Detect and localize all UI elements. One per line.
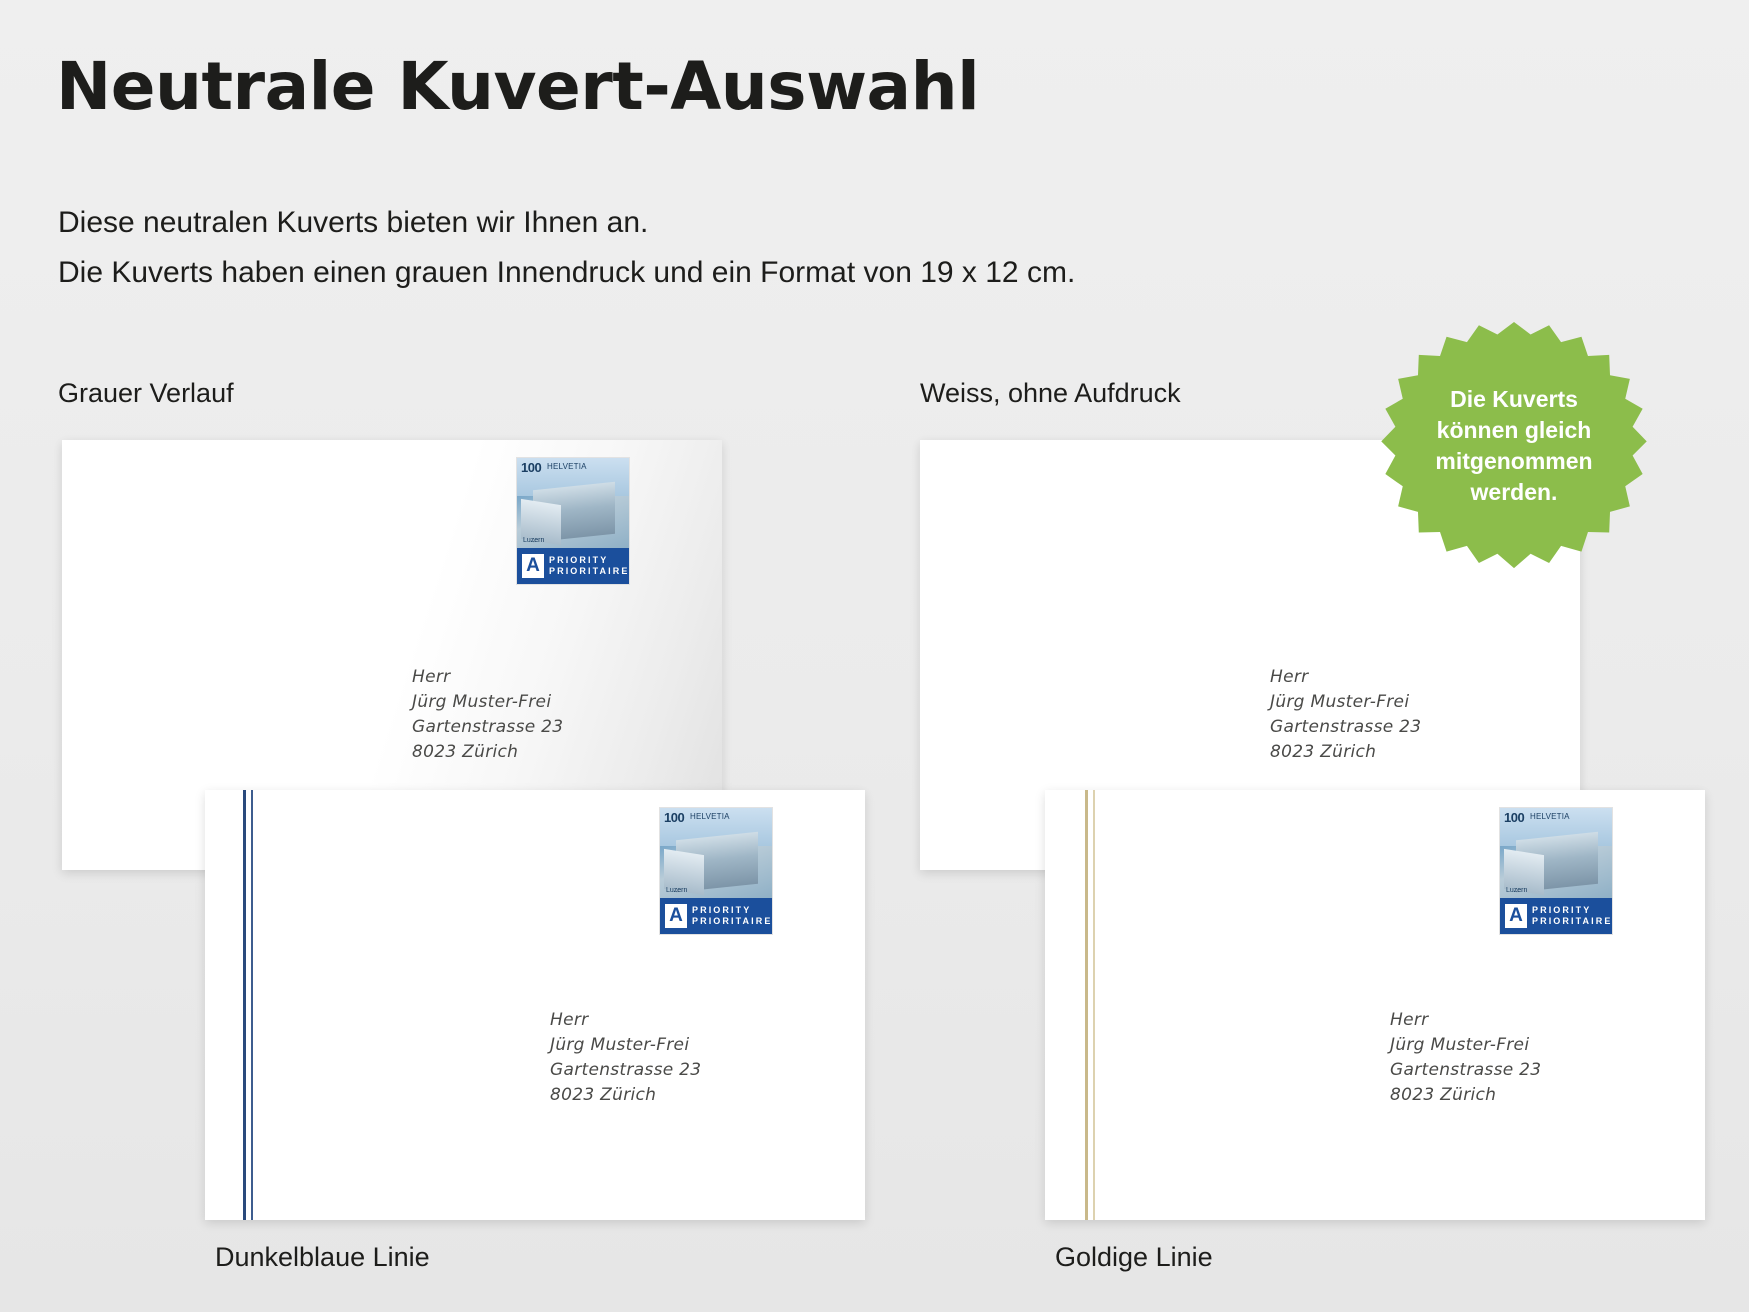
- stamp-image: [517, 458, 629, 548]
- envelope-goldige-linie: [1045, 790, 1705, 1220]
- promo-badge-text: Die Kuverts können gleich mitgenommen werden.: [1435, 386, 1593, 505]
- address-block: [550, 1008, 701, 1108]
- address-line-1: Herr: [1390, 1010, 1429, 1030]
- stamp-priority-line-2: PRIORITAIRE: [1532, 916, 1613, 926]
- stamp-priority-text: [549, 555, 629, 577]
- address-line-1: Herr: [550, 1010, 589, 1030]
- address-line-3: Gartenstrasse 23: [550, 1060, 702, 1080]
- stamp-country: HELVETIA: [1530, 812, 1570, 821]
- address-block: [412, 665, 563, 765]
- stamp-priority-line-1: PRIORITY: [549, 555, 609, 565]
- address-line-2: Jürg Muster-Frei: [550, 1035, 690, 1055]
- subtitle-line-2: Die Kuverts haben einen grauen Innendruck und ein Format von 19 x 12 cm.: [58, 256, 1076, 289]
- address-line-4: 8023 Zürich: [1390, 1085, 1497, 1105]
- stamp-country: HELVETIA: [547, 462, 587, 471]
- address-line-2: Jürg Muster-Frei: [1390, 1035, 1530, 1055]
- stamp-issuer: Luzern: [523, 537, 545, 544]
- stamp-class-letter: A: [665, 904, 687, 928]
- stamp-value: 100: [1504, 810, 1525, 825]
- envelope-caption-dunkelblaue-linie: Dunkelblaue Linie: [215, 1242, 430, 1272]
- stamp-priority-text: [692, 905, 772, 927]
- address-line-1: Herr: [1270, 667, 1309, 687]
- address-block: [1270, 665, 1421, 765]
- stamp-priority-line-2: PRIORITAIRE: [549, 566, 630, 576]
- envelope-caption-goldige-linie: Goldige Linie: [1055, 1242, 1213, 1272]
- stamp-issuer: Luzern: [666, 887, 688, 894]
- stamp-value: 100: [521, 460, 542, 475]
- stamp-priority-line-2: PRIORITAIRE: [692, 916, 773, 926]
- stamp-priority-text: [1532, 905, 1612, 927]
- accent-line-gold-secondary: [1093, 790, 1095, 1220]
- page-title: Neutrale Kuvert-Auswahl: [56, 48, 980, 125]
- stamp-priority-band: [1500, 898, 1612, 934]
- stamp-priority-line-1: PRIORITY: [692, 905, 752, 915]
- address-line-3: Gartenstrasse 23: [412, 717, 564, 737]
- stamp-image: [660, 808, 772, 898]
- address-line-4: 8023 Zürich: [412, 742, 519, 762]
- address-line-1: Herr: [412, 667, 451, 687]
- address-line-3: Gartenstrasse 23: [1390, 1060, 1542, 1080]
- subtitle-line-1: Diese neutralen Kuverts bieten wir Ihnen an.: [58, 206, 649, 239]
- page-subtitle: [58, 198, 1075, 298]
- accent-line-gold: [1085, 790, 1088, 1220]
- promo-badge: [1378, 322, 1650, 594]
- postage-stamp: [517, 458, 629, 584]
- address-line-2: Jürg Muster-Frei: [412, 692, 552, 712]
- address-line-4: 8023 Zürich: [550, 1085, 657, 1105]
- stamp-priority-line-1: PRIORITY: [1532, 905, 1592, 915]
- stamp-priority-band: [517, 548, 629, 584]
- stamp-value: 100: [664, 810, 685, 825]
- address-line-4: 8023 Zürich: [1270, 742, 1377, 762]
- accent-line-blue: [243, 790, 246, 1220]
- envelope-caption-grauer-verlauf: Grauer Verlauf: [58, 378, 234, 408]
- stamp-class-letter: A: [1505, 904, 1527, 928]
- postage-stamp: [660, 808, 772, 934]
- stamp-country: HELVETIA: [690, 812, 730, 821]
- address-line-2: Jürg Muster-Frei: [1270, 692, 1410, 712]
- address-line-3: Gartenstrasse 23: [1270, 717, 1422, 737]
- stamp-class-letter: A: [522, 554, 544, 578]
- address-block: [1390, 1008, 1541, 1108]
- stamp-priority-band: [660, 898, 772, 934]
- stamp-issuer: Luzern: [1506, 887, 1528, 894]
- stamp-image: [1500, 808, 1612, 898]
- envelope-caption-weiss-ohne-aufdruck: Weiss, ohne Aufdruck: [920, 378, 1181, 408]
- accent-line-blue-secondary: [251, 790, 253, 1220]
- postage-stamp: [1500, 808, 1612, 934]
- envelope-dunkelblaue-linie: [205, 790, 865, 1220]
